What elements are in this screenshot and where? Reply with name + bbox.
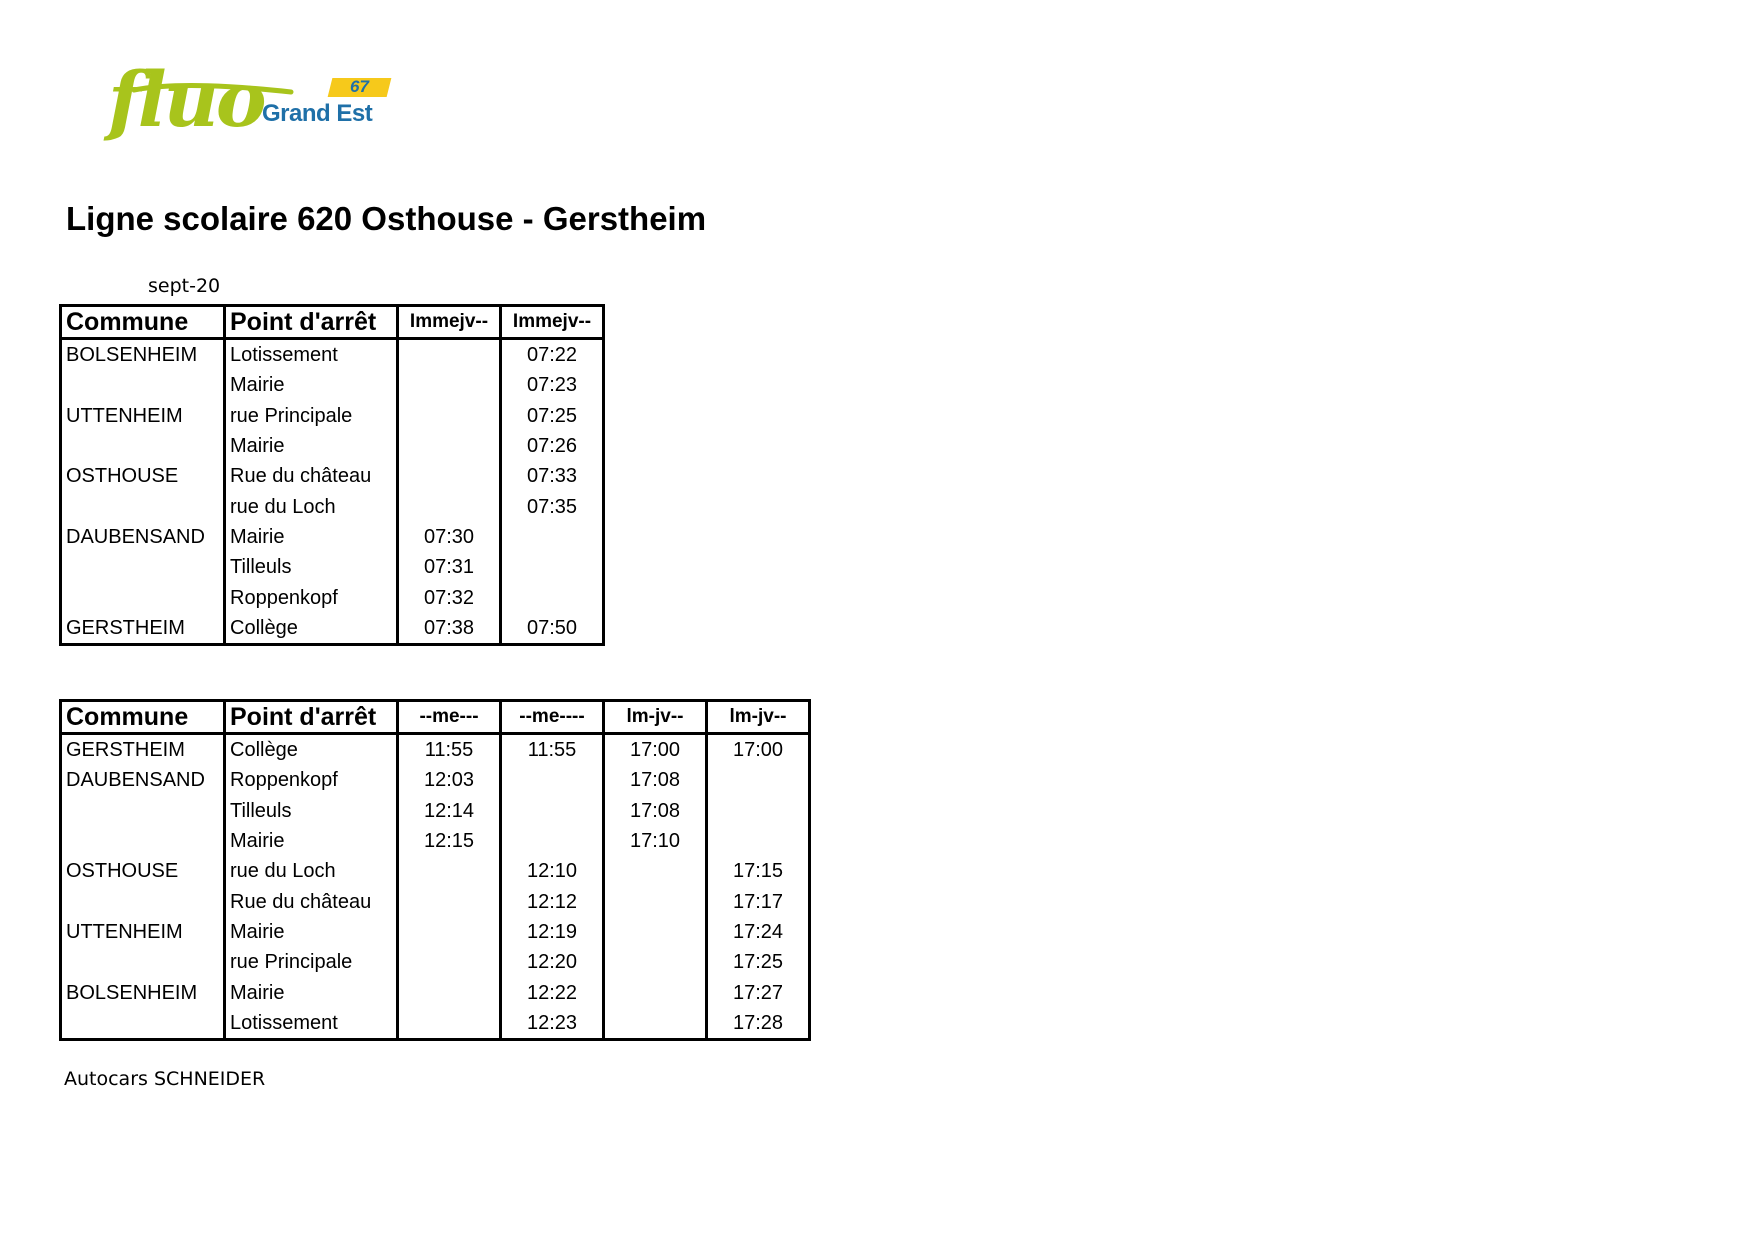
cell-stop: Rue du château [225,886,398,916]
table-row [61,522,604,552]
table-row [61,765,810,795]
cell-time [398,491,501,521]
cell-time [501,582,604,612]
fluo-grand-est-logo [108,55,398,150]
header-stop: Point d'arrêt [225,306,398,339]
table-row [61,826,810,856]
cell-time: 07:26 [501,431,604,461]
cell-commune [61,491,225,521]
header-time: --me--- [398,701,501,734]
cell-time [398,1008,501,1040]
cell-time [707,765,810,795]
cell-time: 07:50 [501,613,604,645]
cell-commune: BOLSENHEIM [61,977,225,1007]
header-stop: Point d'arrêt [225,701,398,734]
cell-time: 12:22 [501,977,604,1007]
table-row [61,401,604,431]
cell-commune [61,826,225,856]
cell-stop: rue du Loch [225,856,398,886]
table-row [61,947,810,977]
table-row [61,491,604,521]
header-time: Immejv-- [398,306,501,339]
cell-stop: rue du Loch [225,491,398,521]
cell-time [398,339,501,371]
cell-time [398,947,501,977]
cell-commune: UTTENHEIM [61,401,225,431]
cell-time: 17:27 [707,977,810,1007]
cell-time: 12:23 [501,1008,604,1040]
cell-stop: rue Principale [225,401,398,431]
cell-time: 17:17 [707,886,810,916]
cell-time: 17:10 [604,826,707,856]
cell-time [398,431,501,461]
cell-stop: Tilleuls [225,796,398,826]
cell-time: 07:33 [501,461,604,491]
cell-time: 07:38 [398,613,501,645]
cell-time [604,947,707,977]
cell-stop: Roppenkopf [225,582,398,612]
cell-commune: BOLSENHEIM [61,339,225,371]
cell-time [398,917,501,947]
cell-time [398,401,501,431]
cell-stop: Mairie [225,977,398,1007]
header-commune: Commune [61,701,225,734]
table-row [61,856,810,886]
table-row [61,796,810,826]
cell-time: 17:25 [707,947,810,977]
table-row [61,1008,810,1040]
cell-time [398,461,501,491]
cell-time: 11:55 [501,734,604,766]
cell-time [707,796,810,826]
cell-commune [61,552,225,582]
cell-commune: GERSTHEIM [61,613,225,645]
cell-time: 12:20 [501,947,604,977]
cell-time [398,370,501,400]
cell-time: 12:03 [398,765,501,795]
cell-commune: UTTENHEIM [61,917,225,947]
cell-time [398,886,501,916]
cell-time: 17:28 [707,1008,810,1040]
return-timetable [59,699,811,1041]
cell-commune: GERSTHEIM [61,734,225,766]
cell-commune [61,1008,225,1040]
cell-commune [61,370,225,400]
cell-time [501,522,604,552]
operator-label: Autocars SCHNEIDER [64,1068,266,1090]
cell-stop: Rue du château [225,461,398,491]
cell-time: 17:00 [604,734,707,766]
header-time: --me---- [501,701,604,734]
cell-time: 17:08 [604,765,707,795]
table-row [61,431,604,461]
cell-stop: Mairie [225,370,398,400]
cell-commune: DAUBENSAND [61,765,225,795]
table-row [61,977,810,1007]
cell-time [604,856,707,886]
table-row [61,734,810,766]
cell-time: 17:00 [707,734,810,766]
header-time: lm-jv-- [604,701,707,734]
cell-commune [61,947,225,977]
cell-time [604,977,707,1007]
cell-time: 12:14 [398,796,501,826]
cell-time: 07:22 [501,339,604,371]
header-time: Immejv-- [501,306,604,339]
header-commune: Commune [61,306,225,339]
cell-time [398,977,501,1007]
cell-stop: rue Principale [225,947,398,977]
table-row [61,886,810,916]
table-row [61,370,604,400]
cell-commune [61,582,225,612]
table-header-row [61,701,810,734]
page-title: Ligne scolaire 620 Osthouse - Gerstheim [66,200,707,237]
cell-time: 12:12 [501,886,604,916]
table-row [61,917,810,947]
cell-commune [61,431,225,461]
cell-time: 12:10 [501,856,604,886]
cell-time: 11:55 [398,734,501,766]
cell-commune: OSTHOUSE [61,856,225,886]
table-row [61,461,604,491]
cell-time: 12:15 [398,826,501,856]
table-row [61,613,604,645]
logo-wordmark: fluo [108,55,264,144]
cell-time: 07:25 [501,401,604,431]
cell-time: 07:23 [501,370,604,400]
cell-time: 17:15 [707,856,810,886]
cell-time [604,886,707,916]
cell-time [501,552,604,582]
cell-time: 07:31 [398,552,501,582]
cell-time [501,796,604,826]
cell-stop: Collège [225,613,398,645]
cell-stop: Lotissement [225,1008,398,1040]
cell-stop: Mairie [225,522,398,552]
logo-region: Grand Est [262,100,373,127]
logo-department-number: 67 [350,77,369,96]
cell-stop: Lotissement [225,339,398,371]
cell-stop: Mairie [225,917,398,947]
cell-time [501,826,604,856]
cell-commune: OSTHOUSE [61,461,225,491]
cell-time: 07:35 [501,491,604,521]
date-label: sept-20 [148,275,221,297]
cell-time [398,856,501,886]
cell-stop: Roppenkopf [225,765,398,795]
cell-time [604,917,707,947]
table-row [61,339,604,371]
table-row [61,552,604,582]
cell-time: 07:32 [398,582,501,612]
cell-time [604,1008,707,1040]
cell-commune [61,796,225,826]
cell-time: 17:08 [604,796,707,826]
table-header-row [61,306,604,339]
cell-stop: Mairie [225,826,398,856]
cell-commune [61,886,225,916]
cell-stop: Mairie [225,431,398,461]
cell-stop: Collège [225,734,398,766]
cell-stop: Tilleuls [225,552,398,582]
cell-time: 17:24 [707,917,810,947]
cell-time [707,826,810,856]
header-time: lm-jv-- [707,701,810,734]
cell-time [501,765,604,795]
morning-timetable [59,304,605,646]
table-row [61,582,604,612]
cell-time: 12:19 [501,917,604,947]
cell-time: 07:30 [398,522,501,552]
cell-commune: DAUBENSAND [61,522,225,552]
